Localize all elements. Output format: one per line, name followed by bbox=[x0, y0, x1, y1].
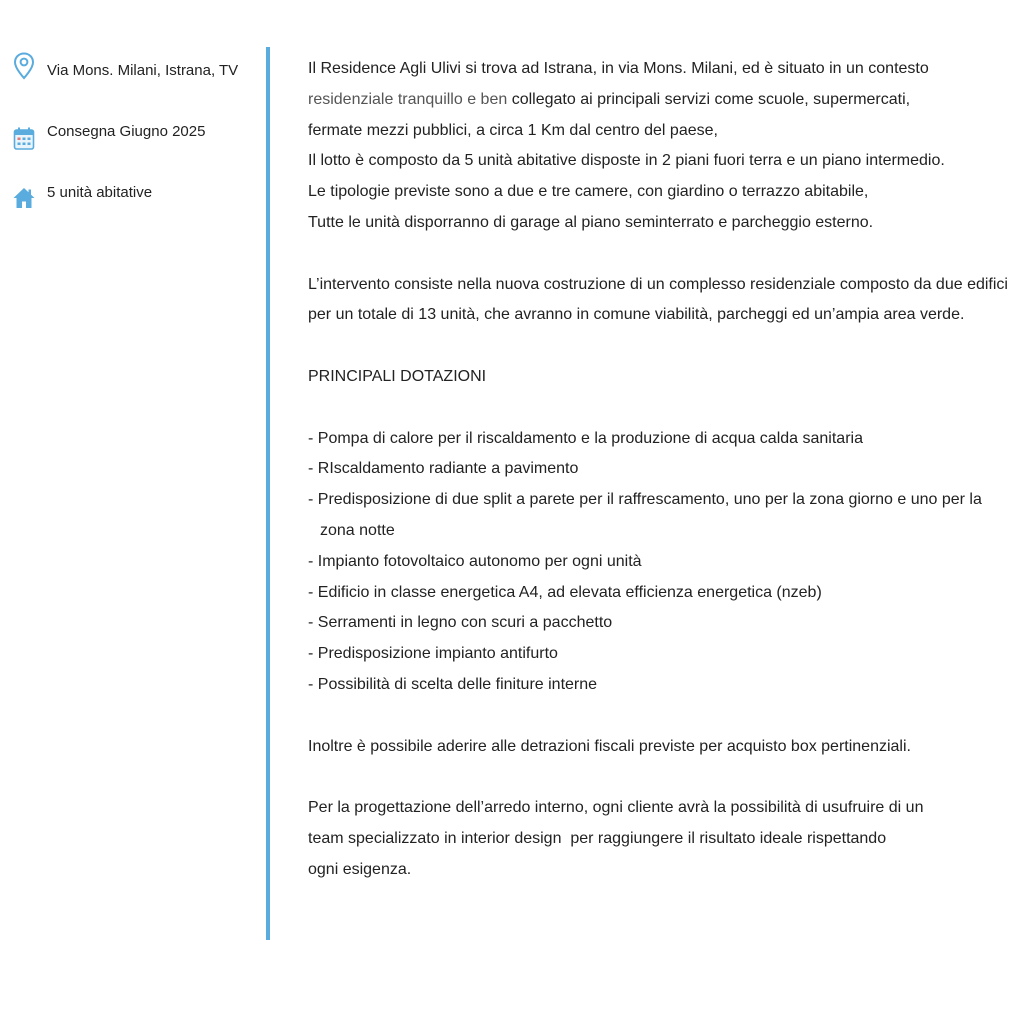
intro-line: Tutte le unità disporranno di garage al piano seminterrato e parcheggio esterno. bbox=[308, 213, 874, 231]
intro-line: fermate mezzi pubblici, a circa 1 Km dal centro del paese, bbox=[308, 121, 718, 139]
list-item: - Predisposizione impianto antifurto bbox=[308, 645, 558, 663]
arredo-line: team specializzato in interior design per raggiungere il risultato ideale rispettando bbox=[308, 829, 887, 847]
location-pin-icon bbox=[12, 52, 36, 80]
intro-line: Le tipologie previste sono a due e tre camere, con giardino o terrazzo abitabile, bbox=[308, 183, 869, 201]
delivery-label: Consegna Giugno 2025 bbox=[47, 123, 206, 140]
list-item: - Edificio in classe energetica A4, ad elevata efficienza energetica (nzeb) bbox=[308, 583, 822, 601]
list-item: - Serramenti in legno con scuri a pacchetto bbox=[308, 614, 613, 632]
home-icon bbox=[12, 174, 36, 202]
list-item: - Impianto fotovoltaico autonomo per ogni unità bbox=[308, 552, 642, 570]
info-units bbox=[0, 174, 262, 204]
info-delivery bbox=[0, 113, 262, 143]
info-address bbox=[0, 52, 262, 82]
list-item: - Predisposizione di due split a parete per il raffrescamento, uno per la zona giorno e uno per la zona notte bbox=[308, 491, 982, 539]
intro-line: Il Residence Agli Ulivi si trova ad Istrana, in via Mons. Milani, ed è situato in un contesto bbox=[308, 60, 929, 77]
detrazioni-paragraph: Inoltre è possibile aderire alle detrazioni fiscali previste per acquisto box pertinenziali. bbox=[308, 737, 911, 755]
list-item: - Pompa di calore per il riscaldamento e la produzione di acqua calda sanitaria bbox=[308, 429, 863, 447]
arredo-line: ogni esigenza. bbox=[308, 860, 412, 878]
calendar-icon bbox=[12, 113, 36, 141]
intervento-paragraph: L’intervento consiste nella nuova costruzione di un complesso residenziale composto da due edifici per un totale di 13 unità, che avranno in comune viabilità, parcheggi ed un’ampia area verde. bbox=[308, 275, 1008, 324]
arredo-line: Per la progettazione dell’arredo interno, ogni cliente avrà la possibilità di usufruire di un bbox=[308, 799, 924, 817]
intro-line bbox=[308, 85, 1008, 116]
intro-text: residenziale tranquillo e ben bbox=[308, 90, 508, 108]
info-sidebar bbox=[0, 52, 262, 235]
intro-line: Il lotto è composto da 5 unità abitative disposte in 2 piani fuori terra e un piano intermedio. bbox=[308, 152, 945, 170]
list-item: - RIscaldamento radiante a pavimento bbox=[308, 460, 579, 478]
address-label: Via Mons. Milani, Istrana, TV bbox=[47, 62, 239, 79]
vertical-divider bbox=[266, 47, 270, 940]
dotazioni-heading: PRINCIPALI DOTAZIONI bbox=[308, 367, 487, 385]
list-item: - Possibilità di scelta delle finiture interne bbox=[308, 675, 598, 693]
description-body bbox=[308, 54, 1008, 886]
intro-text: collegato ai principali servizi come scuole, supermercati, bbox=[507, 90, 911, 108]
units-label: 5 unità abitative bbox=[47, 184, 153, 201]
